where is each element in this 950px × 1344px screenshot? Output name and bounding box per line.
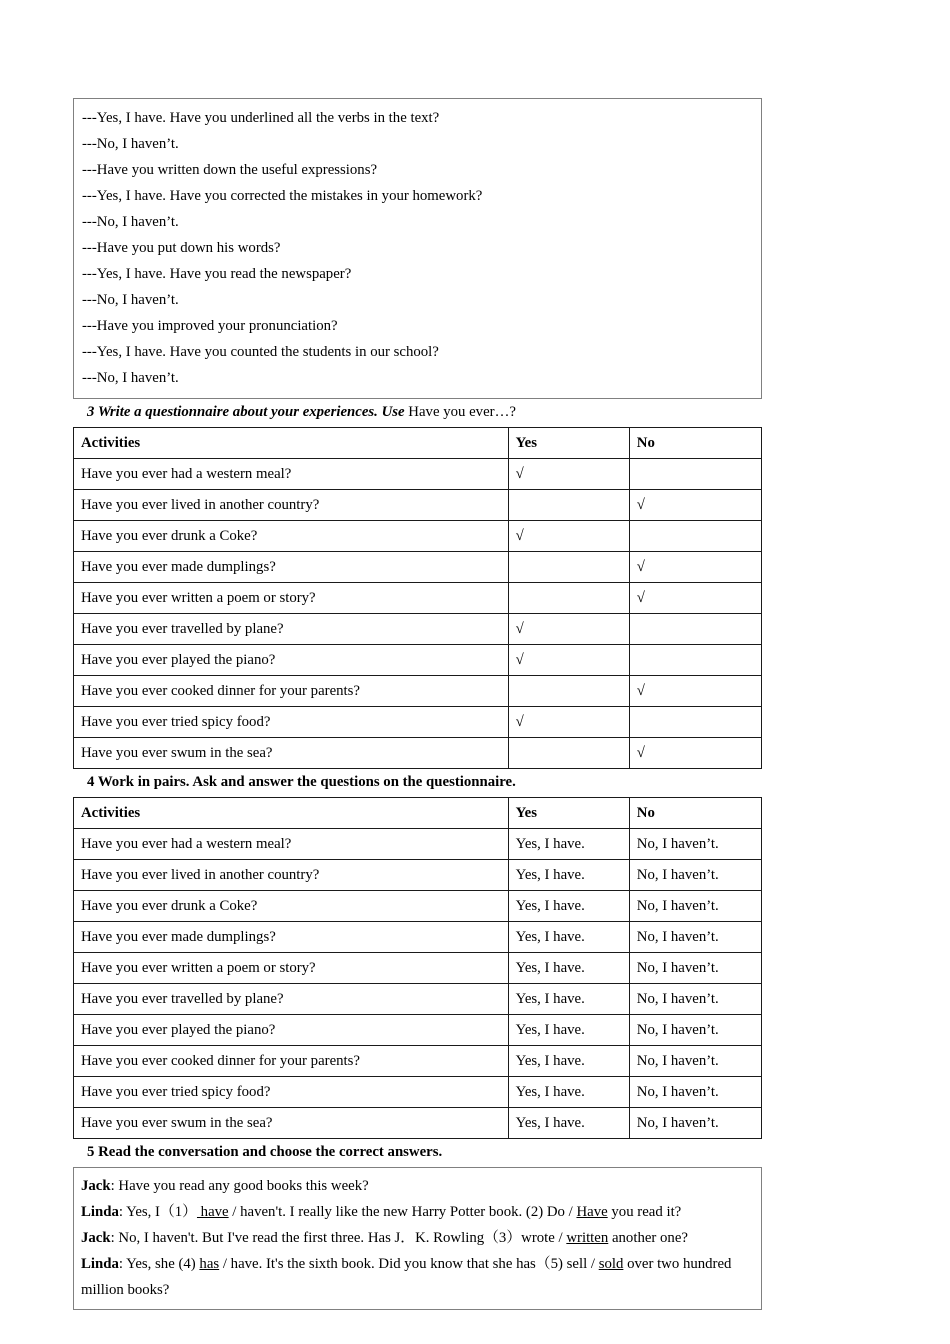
cell-yes-tick: √ (508, 521, 629, 552)
cell-yes-tick (508, 552, 629, 583)
speaker-name: Linda (81, 1204, 119, 1220)
answer-choice-underlined: sold (598, 1256, 624, 1272)
cell-activity: Have you ever had a western meal? (74, 829, 509, 860)
cell-no-answer: No, I haven’t. (629, 829, 761, 860)
dialogue-line: ---Have you improved your pronunciation? (82, 318, 338, 334)
table-row (74, 1077, 762, 1108)
cell-yes-answer: Yes, I have. (508, 829, 629, 860)
cell-no-answer: No, I haven’t. (629, 891, 761, 922)
cell-no-tick (629, 521, 761, 552)
table-row (74, 891, 762, 922)
column-header-no: No (629, 798, 761, 829)
column-header-yes: Yes (508, 798, 629, 829)
section-heading-3-bold-italic: 3 Write a questionnaire about your experiences. Use (87, 404, 405, 420)
table-header-row (74, 798, 762, 829)
cell-activity: Have you ever written a poem or story? (74, 953, 509, 984)
cell-activity: Have you ever swum in the sea? (74, 1108, 509, 1139)
cell-activity: Have you ever cooked dinner for your parents? (74, 1046, 509, 1077)
table-header-row (74, 428, 762, 459)
conversation-text: you read it? (607, 1204, 682, 1220)
dialogue-line: ---No, I haven’t. (82, 214, 179, 230)
dialogue-line: ---Yes, I have. Have you underlined all the verbs in the text? (82, 110, 440, 126)
cell-no-tick (629, 645, 761, 676)
conversation-text: Have you read any good books this week? (118, 1178, 369, 1194)
dialogue-line: ---Yes, I have. Have you read the newspaper? (82, 266, 352, 282)
cell-no-answer: No, I haven’t. (629, 1046, 761, 1077)
table-row (74, 860, 762, 891)
table-row (74, 922, 762, 953)
cell-yes-tick: √ (508, 459, 629, 490)
table-row (74, 552, 762, 583)
section-heading-3-plain: Have you ever…? (404, 404, 516, 420)
speaker-separator: : (118, 1204, 127, 1220)
speaker-separator: : (110, 1230, 119, 1246)
table-row (74, 1108, 762, 1139)
cell-yes-answer: Yes, I have. (508, 1015, 629, 1046)
cell-yes-answer: Yes, I have. (508, 1108, 629, 1139)
conversation-turn (74, 1225, 761, 1251)
cell-activity: Have you ever written a poem or story? (74, 583, 509, 614)
dialogue-line: ---Have you written down the useful expressions? (82, 162, 378, 178)
conversation-text: No, I haven't. But I've read the first three. Has J．K. Rowling（3）wrote / (118, 1230, 567, 1246)
conversation-text: another one? (608, 1230, 688, 1246)
dialogue-line: ---No, I haven’t. (82, 370, 179, 386)
section-heading-4 (73, 769, 762, 797)
cell-no-tick (629, 707, 761, 738)
column-header-activities: Activities (74, 428, 509, 459)
cell-activity: Have you ever played the piano? (74, 1015, 509, 1046)
cell-yes-answer: Yes, I have. (508, 953, 629, 984)
document-page (73, 98, 762, 1310)
speaker-name: Jack (81, 1178, 111, 1194)
cell-no-tick: √ (629, 583, 761, 614)
cell-no-tick (629, 614, 761, 645)
cell-yes-tick (508, 490, 629, 521)
speaker-name: Jack (81, 1230, 111, 1246)
cell-activity: Have you ever lived in another country? (74, 490, 509, 521)
cell-no-tick: √ (629, 738, 761, 769)
dialogue-box (73, 98, 762, 399)
cell-no-tick: √ (629, 490, 761, 521)
answer-choice-underlined: written (566, 1230, 609, 1246)
conversation-turn (74, 1199, 761, 1225)
questionnaire-table (73, 427, 762, 769)
cell-activity: Have you ever cooked dinner for your parents? (74, 676, 509, 707)
table-row (74, 614, 762, 645)
cell-no-tick: √ (629, 676, 761, 707)
column-header-activities: Activities (74, 798, 509, 829)
cell-activity: Have you ever swum in the sea? (74, 738, 509, 769)
cell-yes-answer: Yes, I have. (508, 922, 629, 953)
table-row (74, 829, 762, 860)
table-row (74, 645, 762, 676)
table-row (74, 1015, 762, 1046)
table-row (74, 490, 762, 521)
cell-yes-answer: Yes, I have. (508, 1077, 629, 1108)
answers-table (73, 797, 762, 1139)
dialogue-line: ---No, I haven’t. (82, 136, 179, 152)
conversation-turn (74, 1251, 761, 1303)
cell-yes-tick (508, 676, 629, 707)
conversation-text: over two hundred million books? (81, 1256, 732, 1298)
cell-yes-tick: √ (508, 645, 629, 676)
section-heading-4-text: 4 Work in pairs. Ask and answer the questions on the questionnaire. (87, 774, 516, 790)
table-row (74, 459, 762, 490)
cell-yes-answer: Yes, I have. (508, 1046, 629, 1077)
cell-no-answer: No, I haven’t. (629, 953, 761, 984)
answer-choice-underlined: have (196, 1204, 229, 1220)
answer-choice-underlined: Have (576, 1204, 608, 1220)
cell-no-answer: No, I haven’t. (629, 860, 761, 891)
column-header-yes: Yes (508, 428, 629, 459)
dialogue-line: ---Yes, I have. Have you corrected the mistakes in your homework? (82, 188, 483, 204)
cell-no-answer: No, I haven’t. (629, 1077, 761, 1108)
conversation-text: / have. It's the sixth book. Did you know that she has（5) sell / (219, 1256, 599, 1272)
cell-activity: Have you ever drunk a Coke? (74, 891, 509, 922)
section-heading-5 (73, 1139, 762, 1167)
cell-no-answer: No, I haven’t. (629, 984, 761, 1015)
cell-yes-tick (508, 583, 629, 614)
cell-activity: Have you ever had a western meal? (74, 459, 509, 490)
column-header-no: No (629, 428, 761, 459)
dialogue-line: ---Have you put down his words? (82, 240, 281, 256)
cell-activity: Have you ever travelled by plane? (74, 614, 509, 645)
cell-no-tick: √ (629, 552, 761, 583)
cell-yes-answer: Yes, I have. (508, 860, 629, 891)
cell-yes-answer: Yes, I have. (508, 984, 629, 1015)
table-row (74, 984, 762, 1015)
speaker-separator: : (110, 1178, 119, 1194)
cell-activity: Have you ever drunk a Coke? (74, 521, 509, 552)
cell-yes-tick: √ (508, 707, 629, 738)
cell-activity: Have you ever made dumplings? (74, 552, 509, 583)
cell-no-tick (629, 459, 761, 490)
table-row (74, 1046, 762, 1077)
speaker-name: Linda (81, 1256, 119, 1272)
table-row (74, 738, 762, 769)
cell-no-answer: No, I haven’t. (629, 922, 761, 953)
table-row (74, 521, 762, 552)
speaker-separator: : (118, 1256, 127, 1272)
section-heading-5-text: 5 Read the conversation and choose the correct answers. (87, 1144, 443, 1160)
dialogue-line: ---Yes, I have. Have you counted the students in our school? (82, 344, 439, 360)
table-row (74, 676, 762, 707)
cell-no-answer: No, I haven’t. (629, 1015, 761, 1046)
cell-activity: Have you ever tried spicy food? (74, 1077, 509, 1108)
table-row (74, 953, 762, 984)
conversation-text: / haven't. I really like the new Harry Potter book. (2) Do (228, 1204, 569, 1220)
answer-choice-underlined: has (199, 1256, 220, 1272)
dialogue-line: ---No, I haven’t. (82, 292, 179, 308)
cell-yes-answer: Yes, I have. (508, 891, 629, 922)
cell-yes-tick: √ (508, 614, 629, 645)
conversation-turn (74, 1173, 761, 1199)
cell-activity: Have you ever tried spicy food? (74, 707, 509, 738)
conversation-box (73, 1167, 762, 1310)
cell-no-answer: No, I haven’t. (629, 1108, 761, 1139)
table-row (74, 707, 762, 738)
table-row (74, 583, 762, 614)
conversation-text: / (568, 1204, 573, 1220)
cell-activity: Have you ever travelled by plane? (74, 984, 509, 1015)
section-heading-3 (73, 399, 762, 427)
cell-activity: Have you ever lived in another country? (74, 860, 509, 891)
cell-activity: Have you ever played the piano? (74, 645, 509, 676)
cell-yes-tick (508, 738, 629, 769)
conversation-text: Yes, I（1） (126, 1204, 197, 1220)
conversation-text: Yes, she (4) (126, 1256, 200, 1272)
cell-activity: Have you ever made dumplings? (74, 922, 509, 953)
